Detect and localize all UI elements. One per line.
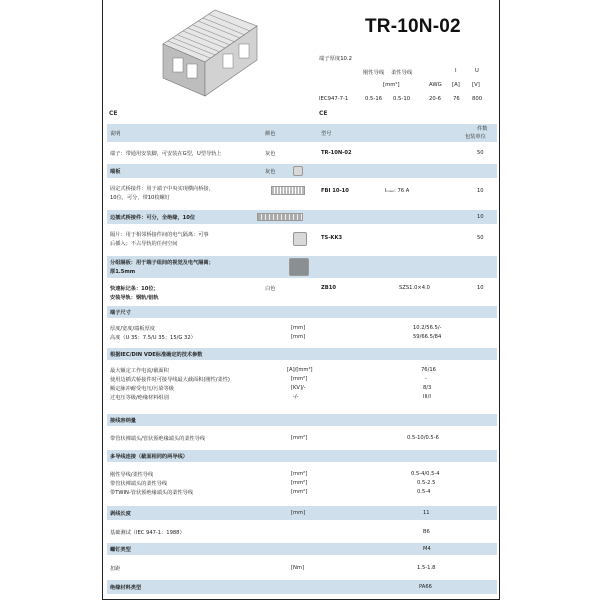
edge-bridge-thumbnail [257, 213, 303, 221]
section-header [107, 306, 497, 318]
iec-value: 76/16 [421, 367, 436, 373]
marker-model: ZB10 [321, 285, 336, 291]
dim-value: 10.2/56.5/- [413, 325, 442, 331]
col-rigid: 刚性导线 [363, 70, 385, 76]
list-item [107, 580, 497, 594]
multi-label-2: 带管状裸端头的柔性导线 [110, 481, 168, 487]
rigid-value: 0.5-16 [365, 96, 383, 102]
marker-qty: 10 [477, 285, 484, 291]
bridge-model: FBI 10-10 [321, 188, 349, 194]
endplate-thumbnail [293, 166, 303, 176]
unit-v: [V] [472, 82, 480, 88]
strip-unit: [mm] [291, 510, 306, 516]
material-value: PA66 [419, 584, 432, 590]
marker-size: SZS1.0×4.0 [399, 285, 430, 291]
bridge-desc-2: 10位，可分，带10枚螺钉 [110, 195, 170, 201]
col-color: 颜色 [265, 131, 276, 137]
iec-unit-2: [mm²] [291, 376, 308, 382]
multi-unit-3: [mm²] [291, 489, 308, 495]
list-item [107, 506, 497, 520]
list-item [107, 210, 497, 224]
unit-awg: AWG [429, 82, 442, 88]
partition-model: TS-KK3 [321, 235, 343, 241]
dim-label-2: 高度（U 35：7.5/U 35；15/G 32） [110, 335, 196, 341]
terminal-model: TR-10N-02 [321, 150, 352, 156]
wire-value: 0.5-10/0.5-6 [407, 435, 439, 441]
multi-label: 刚性导线/柔性导线 [110, 472, 154, 478]
list-item [107, 543, 497, 555]
endplate-color: 灰色 [265, 169, 276, 175]
wire-unit: [mm²] [291, 435, 308, 441]
iec-value-4: III/I [423, 394, 431, 400]
iec-label: 最大额定工作电流/截面积 [110, 368, 169, 374]
partition-desc-2: 后插入；不占导轨的任何空间 [110, 241, 178, 247]
torque-label: 扭距 [110, 566, 121, 572]
terminal-color: 灰色 [265, 151, 276, 157]
multi-unit-2: [mm²] [291, 480, 308, 486]
test-value: B6 [423, 529, 430, 535]
list-item [107, 364, 497, 406]
strip-label: 剥线长度 [110, 511, 131, 517]
partition-thumbnail [293, 232, 307, 246]
torque-value: 1.5-1.8 [417, 565, 436, 571]
multi-value: 0.5-4/0.5-4 [411, 471, 440, 477]
multi-unit: [mm²] [291, 471, 308, 477]
dimensions-heading: 端子尺寸 [110, 310, 131, 316]
bridge-desc: 固定式桥接件：用于端子中央实现横向桥接， [110, 186, 214, 192]
section-header [107, 414, 497, 426]
marker-desc: 快速标记条：10位； [110, 286, 159, 292]
endplate-desc: 端板 [110, 169, 121, 175]
iec-label-4: 过电压等级/绝缘材料组别 [110, 395, 169, 401]
flex-value: 0.5-10 [393, 96, 411, 102]
dim-label: 厚度/宽度/端板厚度 [110, 326, 155, 332]
iec-unit-4: -/- [293, 394, 299, 400]
ce-mark: CE [319, 110, 328, 117]
product-title: TR-10N-02 [365, 16, 461, 37]
partition-qty: 50 [477, 235, 484, 241]
separator-desc-2: 厚1.5mm [110, 269, 136, 275]
unit-mm2: [mm²] [383, 82, 400, 88]
bridge-imax: Iₘₐₓ: 76 A [385, 188, 410, 194]
list-item [107, 256, 497, 278]
edge-bridge-desc: 边插式桥接件：可分，全绝缘，10位 [110, 215, 196, 221]
partition-desc: 隔片：用于相邻桥接件间的电气隔离：可事 [110, 232, 209, 238]
bridge-thumbnail [271, 186, 305, 195]
terminal-thickness: 端子厚度10.2 [319, 56, 352, 62]
dim-value-2: 59/66.5/84 [413, 334, 442, 340]
list-item [107, 228, 497, 252]
col-qty-unit: 包装单位 [465, 134, 486, 140]
terminal-desc: 端子：带通用安装脚，可安装在G型，U型导轨上 [110, 151, 222, 157]
iec-value-2: - [425, 376, 427, 382]
section-header [107, 450, 497, 462]
ce-mark: CE [109, 110, 118, 117]
list-item [107, 526, 497, 538]
torque-unit: [Nm] [291, 565, 304, 571]
table-header [107, 124, 497, 142]
terminal-qty: 50 [477, 150, 484, 156]
screw-value: M4 [423, 546, 431, 552]
terminal-block-image [153, 6, 261, 98]
dim-unit-2: [mm] [291, 334, 306, 340]
u-value: 800 [472, 96, 483, 102]
col-desc: 说明 [110, 131, 121, 137]
list-item [107, 182, 497, 206]
strip-value: 11 [423, 510, 430, 516]
iec-label-3: 额定脉冲耐受电压/污染等级 [110, 386, 174, 392]
screw-label: 螺钉类型 [110, 547, 131, 553]
unit-a: [A] [452, 82, 460, 88]
edge-bridge-qty: 10 [477, 214, 484, 220]
std-value: IEC947-7-1 [319, 96, 349, 102]
multi-label-3: 带TWIN-管状预绝缘端头的柔性导线 [110, 490, 194, 496]
datasheet [102, 0, 500, 600]
multi-value-2: 0.5-2.5 [417, 480, 436, 486]
list-item [107, 282, 497, 304]
list-item [107, 562, 497, 574]
multi-heading: 多导线连接（截面相同的两导线） [110, 454, 188, 460]
list-item [107, 164, 497, 178]
list-item [107, 322, 497, 344]
separator-desc: 分组隔板：用于端子组间的视觉及电气隔离； [110, 260, 214, 266]
list-item [107, 148, 497, 160]
multi-value-3: 0.5-4 [417, 489, 431, 495]
separator-thumbnail [289, 258, 309, 276]
col-u: U [475, 68, 479, 74]
col-qty: 件数 [477, 126, 488, 132]
col-model: 型号 [321, 131, 332, 137]
iec-label-2: 使用边插式桥接件时可接导线最大截面积(刚性/柔性) [110, 377, 230, 383]
list-item [107, 432, 497, 444]
bridge-qty: 10 [477, 188, 484, 194]
col-i: I [455, 68, 457, 74]
awg-value: 20-6 [429, 96, 442, 102]
list-item [107, 468, 497, 500]
marker-color: 白色 [265, 286, 276, 292]
iec-value-3: 8/3 [423, 385, 432, 391]
dim-unit: [mm] [291, 325, 306, 331]
i-value: 76 [453, 96, 460, 102]
section-header [107, 348, 497, 360]
iec-heading: 根据IEC/DIN VDE标准确定的技术参数 [110, 352, 203, 358]
wire-heading: 接线容纳量 [110, 418, 136, 424]
wire-label: 带管状裸端头/管状预绝缘端头的柔性导线 [110, 436, 206, 442]
col-flex: 柔性导线 [391, 70, 413, 76]
marker-desc-2: 安装导轨：钢轨/铝轨 [110, 295, 159, 301]
material-label: 绝缘材料类型 [110, 585, 142, 591]
test-label: 基础测试（IEC 947-1：1988） [110, 530, 185, 536]
iec-unit-3: [KV]/- [291, 385, 306, 391]
iec-unit: [A]/[mm²] [287, 367, 313, 373]
